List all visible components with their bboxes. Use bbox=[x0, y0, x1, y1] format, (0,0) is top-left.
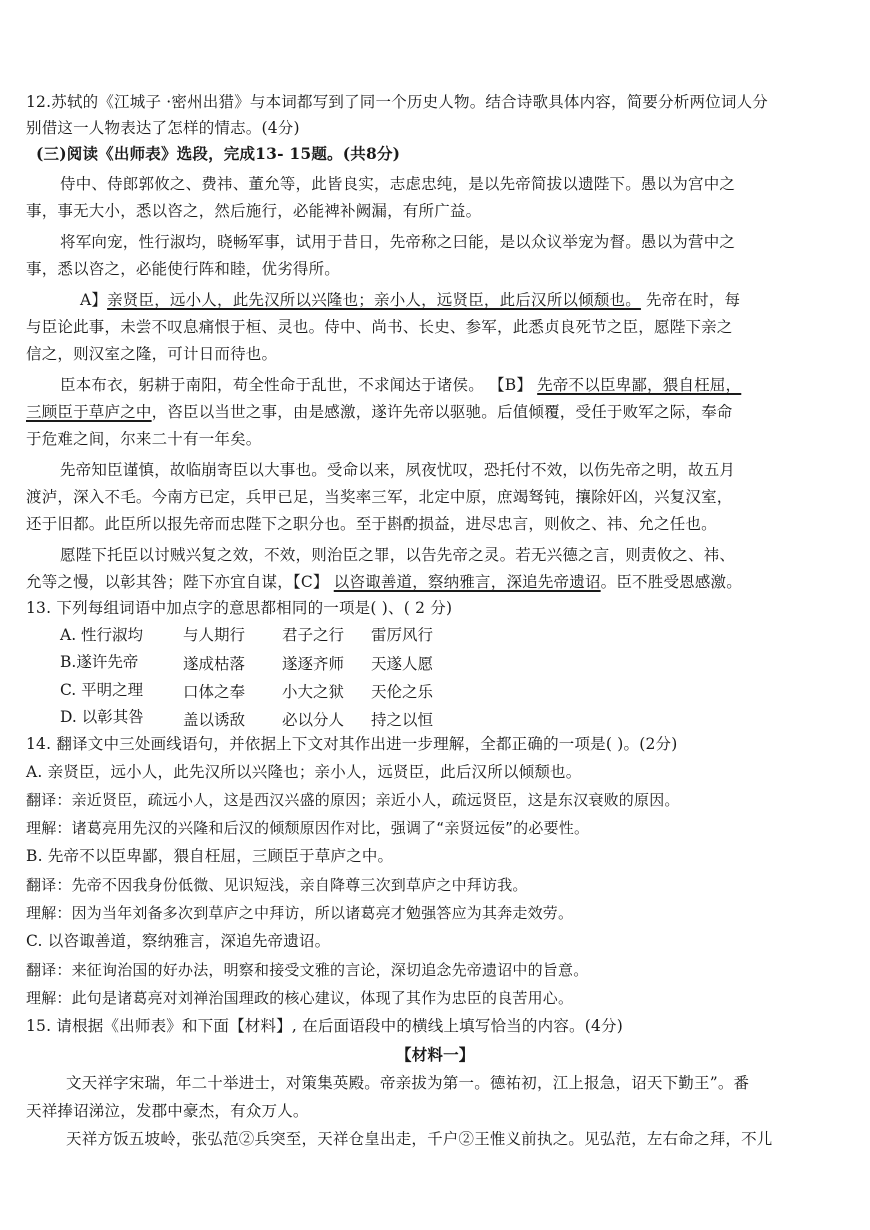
q13-option-d-word1: 盖以诱敌 bbox=[183, 711, 246, 729]
q14-option-c: C. 以咨诹善道，察纳雅言，深追先帝遗诏。 bbox=[26, 932, 331, 950]
q14-c-understanding: 理解：此句是诸葛亮对刘禅治国理政的核心建议，体现了其作为忠臣的良苦用心。 bbox=[26, 989, 574, 1007]
q13-option-d-word3: 持之以恒 bbox=[371, 711, 434, 729]
passage-p5-line1: 先帝知臣谨慎，故临崩寄臣以大事也。受命以来，夙夜忧叹，恐托付不效，以伤先帝之明，故五月 bbox=[60, 461, 736, 479]
passage-p4-line2 bbox=[26, 402, 733, 422]
passage-p5-line2: 渡泸，深入不毛。今南方已定，兵甲已足，当奖率三军，北定中原，庶竭驽钝，攘除奸凶，兴复汉室， bbox=[26, 488, 733, 506]
passage-p4-pre: 臣本布衣，躬耕于南阳，苟全性命于乱世，不求闻达于诸侯。 【B】 bbox=[60, 376, 538, 394]
q14-option-a: A. 亲贤臣，远小人，此先汉所以兴隆也；亲小人，远贤臣，此后汉所以倾颓也。 bbox=[26, 763, 582, 781]
q13-option-b-word2: 遂逐齐师 bbox=[282, 655, 345, 673]
q13-stem: 13. 下列每组词语中加点字的意思都相同的一项是( )、( 2 分) bbox=[26, 599, 453, 617]
q14-b-translation: 翻译：先帝不因我身份低微、见识短浅，亲自降尊三次到草庐之中拜访我。 bbox=[26, 876, 528, 894]
section3-title: (三)阅读《出师表》选段，完成13- 15题。(共8分) bbox=[36, 144, 401, 163]
q12-stem-line1: 12.苏轼的《江城子 ·密州出猎》与本词都写到了同一个历史人物。结合诗歌具体内容，简要分析两位词人分 bbox=[26, 93, 769, 111]
underlined-sentence-c: 以咨诹善道，察纳雅言，深追先帝遗诏 bbox=[333, 573, 601, 591]
passage-p3-line3: 信之，则汉室之隆，可计日而待也。 bbox=[26, 345, 278, 363]
q13-option-a-word2: 君子之行 bbox=[282, 626, 345, 644]
q14-b-understanding: 理解：因为当年刘备多次到草庐之中拜访，所以诸葛亮才勉强答应为其奔走效劳。 bbox=[26, 904, 574, 922]
material-line2: 天祥捧诏涕泣，发郡中豪杰，有众万人。 bbox=[26, 1102, 309, 1120]
q14-option-b: B. 先帝不以臣卑鄙，猥自枉屈，三顾臣于草庐之中。 bbox=[26, 847, 394, 865]
passage-p6-rest: 。臣不胜受恩感激。 bbox=[600, 573, 742, 591]
q13-option-c-word1: 口体之奉 bbox=[183, 683, 246, 701]
q14-a-translation: 翻译：亲近贤臣，疏远小人，这是西汉兴盛的原因；亲近小人，疏远贤臣，这是东汉衰败的原因。 bbox=[26, 791, 680, 809]
q13-option-d-label: D. 以彰其咎 bbox=[60, 708, 144, 726]
q13-option-c-label: C. 平明之理 bbox=[60, 681, 144, 699]
q13-option-b-word3: 天遂人愿 bbox=[371, 655, 434, 673]
passage-p5-line3: 还于旧都。此臣所以报先帝而忠陛下之职分也。至于斟酌损益，进尽忠言，则攸之、祎、允之任也。 bbox=[26, 515, 717, 533]
q15-stem: 15. 请根据《出师表》和下面【材料】, 在后面语段中的横线上填写恰当的内容。(4分) bbox=[26, 1017, 623, 1035]
passage-p6-pre: 允等之慢，以彰其咎；陛下亦宜自谋，【C】 bbox=[26, 573, 334, 591]
q13-option-c-word2: 小大之狱 bbox=[282, 683, 345, 701]
passage-p3-line1 bbox=[80, 290, 740, 310]
q13-option-a-word3: 雷厉风行 bbox=[371, 626, 434, 644]
q13-option-b-word1: 遂成枯落 bbox=[183, 655, 246, 673]
underlined-sentence-a: 亲贤臣，远小人，此先汉所以兴隆也；亲小人，远贤臣，此后汉所以倾颓也。 bbox=[107, 291, 641, 309]
passage-p4-line1 bbox=[60, 375, 741, 395]
q12-stem-line2: 别借这一人物表达了怎样的情志。(4分) bbox=[26, 119, 300, 137]
mark-a: A】 bbox=[80, 291, 108, 309]
q14-a-understanding: 理解：诸葛亮用先汉的兴隆和后汉的倾颓原因作对比，强调了“亲贤远佞”的必要性。 bbox=[26, 819, 590, 837]
q13-option-a-word1: 与人期行 bbox=[183, 626, 246, 644]
passage-p6-line2 bbox=[26, 572, 742, 592]
q13-option-a-label: A. 性行淑均 bbox=[60, 626, 144, 644]
passage-p3-rest: 先帝在时，每 bbox=[640, 291, 741, 309]
passage-p2-line1: 将军向宠，性行淑均，晓畅军事，试用于昔日，先帝称之曰能，是以众议举宠为督。愚以为营中之 bbox=[60, 233, 736, 251]
material-line3: 天祥方饭五坡岭，张弘范②兵突至，天祥仓皇出走，千户②王惟义前执之。见弘范，左右命之拜，不儿 bbox=[66, 1130, 773, 1148]
q13-option-b-label: B.遂许先帝 bbox=[60, 653, 139, 671]
material-line1: 文天祥字宋瑞，年二十举进士，对策集英殿。帝亲拔为第一。德祐初，江上报急，诏天下勤王”。番 bbox=[66, 1074, 750, 1092]
passage-p4-line2-rest: ，咨臣以当世之事，由是感激，遂许先帝以驱驰。后值倾覆，受任于败军之际，奉命 bbox=[151, 403, 733, 421]
q14-stem: 14. 翻译文中三处画线语句，并依据上下文对其作出进一步理解，全都正确的一项是( )。(2分) bbox=[26, 735, 678, 753]
passage-p6-line1: 愿陛下托臣以讨贼兴复之效，不效，则治臣之罪，以告先帝之灵。若无兴德之言，则责攸之、祎、 bbox=[60, 546, 736, 564]
passage-p1-line1: 侍中、侍郎郭攸之、费祎、董允等，此皆良实，志虑忠纯，是以先帝简拔以遗陛下。愚以为宫中之 bbox=[60, 175, 736, 193]
underlined-sentence-b-part1: 先帝不以臣卑鄙，猥自枉屈， bbox=[537, 376, 742, 394]
underlined-sentence-b-part2: 三顾臣于草庐之中 bbox=[26, 403, 152, 421]
q13-option-c-word3: 天伦之乐 bbox=[371, 683, 434, 701]
passage-p2-line2: 事，悉以咨之，必能使行阵和睦，优劣得所。 bbox=[26, 260, 341, 278]
passage-p3-line2: 与臣论此事，未尝不叹息痛恨于桓、灵也。侍中、尚书、长史、参军，此悉贞良死节之臣，愿陛下亲之 bbox=[26, 318, 733, 336]
q14-c-translation: 翻译：来征询治国的好办法，明察和接受文雅的言论，深切追念先帝遗诏中的旨意。 bbox=[26, 961, 589, 979]
passage-p1-line2: 事，事无大小，悉以咨之，然后施行，必能裨补阙漏，有所广益。 bbox=[26, 202, 482, 220]
material-one-title: 【材料一】 bbox=[396, 1045, 475, 1064]
passage-p4-line3: 于危难之间，尔来二十有一年矣。 bbox=[26, 430, 262, 448]
q13-option-d-word2: 必以分人 bbox=[282, 711, 345, 729]
